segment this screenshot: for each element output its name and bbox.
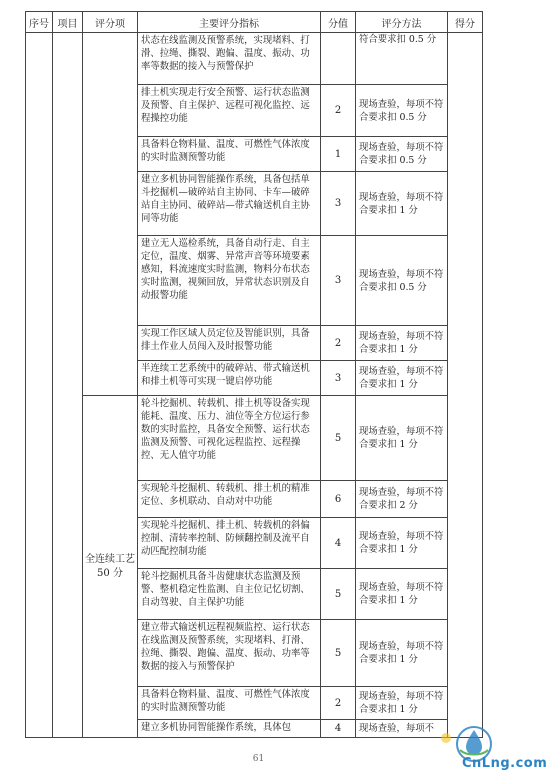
method-cell: 现场查验，每项不 xyxy=(356,720,448,738)
header-item: 项目 xyxy=(53,12,83,33)
table-header-row xyxy=(26,12,483,33)
indicator-cell: 建立带式输送机远程视频监控、运行状态在线监测及预警系统，实现堵料、打滑、拉绳、撕裂、跑偏、温度、振动、功率等数据的接入与预警保护 xyxy=(138,620,321,687)
indicator-cell: 状态在线监测及预警系统，实现堵料、打滑、拉绳、撕裂、跑偏、温度、振动、功率等数据的接入与预警保护 xyxy=(138,33,321,85)
method-cell: 现场查验，每项不符合要求扣 1 分 xyxy=(356,687,448,720)
header-indicator: 主要评分指标 xyxy=(138,12,321,33)
method-cell: 现场查验，每项不符合要求扣 1 分 xyxy=(356,326,448,361)
score-cell: 2 xyxy=(321,326,356,361)
indicator-cell: 建立多机协同智能操作系统，具体包 xyxy=(138,720,321,738)
score-cell: 1 xyxy=(321,137,356,172)
method-cell: 现场查验，每项不符合要求扣 0.5 分 xyxy=(356,137,448,172)
score-cell: 3 xyxy=(321,361,356,396)
method-cell: 现场查验，每项不符合要求扣 2 分 xyxy=(356,481,448,518)
indicator-cell: 排土机实现走行安全预警、运行状态监测及预警、自主保护、远程可视化监控、远程操控功能 xyxy=(138,85,321,137)
indicator-cell: 建立多机协同智能操作系统，具备包括单斗挖掘机—破碎站自主协同、卡车—破碎站自主协同、破碎站—带式输送机自主协同等功能 xyxy=(138,172,321,236)
method-cell: 现场查验，每项不符合要求扣 1 分 xyxy=(356,569,448,620)
semi-continuous-category-cell xyxy=(83,33,138,396)
scoring-table xyxy=(25,11,483,738)
score-cell: 5 xyxy=(321,569,356,620)
header-method: 评分方法 xyxy=(356,12,448,33)
score-cell: 5 xyxy=(321,620,356,687)
header-points: 得分 xyxy=(448,12,483,33)
indicator-cell: 实现工作区域人员定位及智能识别，具备排土作业人员闯入及时报警功能 xyxy=(138,326,321,361)
header-category: 评分项 xyxy=(83,12,138,33)
table-row xyxy=(26,396,483,481)
score-cell: 3 xyxy=(321,236,356,326)
indicator-cell: 具备料仓物料量、温度、可燃性气体浓度的实时监测预警功能 xyxy=(138,137,321,172)
points-cell xyxy=(448,33,483,738)
table-row xyxy=(26,33,483,85)
method-cell: 现场查验，每项不符合要求扣 1 分 xyxy=(356,620,448,687)
page-number: 61 xyxy=(252,754,265,764)
score-cell: 6 xyxy=(321,481,356,518)
score-cell: 2 xyxy=(321,85,356,137)
indicator-cell: 建立无人巡检系统，具备自动行走、自主定位，温度、烟雾、异常声音等环境要素感知，料流速度实时监测，物料分布状态实时监测，视频回放，异常状态识别及自动报警功能 xyxy=(138,236,321,326)
score-cell: 5 xyxy=(321,396,356,481)
header-score: 分值 xyxy=(321,12,356,33)
continuous-category-cell xyxy=(83,396,138,738)
score-cell: 3 xyxy=(321,172,356,236)
method-cell: 现场查验，每项不符合要求扣 1 分 xyxy=(356,172,448,236)
indicator-cell: 具备料仓物料量、温度、可燃性气体浓度的实时监测预警功能 xyxy=(138,687,321,720)
indicator-cell: 轮斗挖掘机具备斗齿健康状态监测及预警、整机稳定性监测、自主位记忆切割、自动驾驶、自主保护功能 xyxy=(138,569,321,620)
method-cell: 符合要求扣 0.5 分 xyxy=(356,33,448,85)
score-cell: 4 xyxy=(321,518,356,569)
continuous-category-label: 全连续工艺 50 分 xyxy=(85,553,135,579)
header-seq: 序号 xyxy=(26,12,53,33)
indicator-cell: 半连续工艺系统中的破碎站、带式输送机和排土机等可实现一键启停功能 xyxy=(138,361,321,396)
watermark-logo xyxy=(438,722,547,774)
method-cell: 现场查验，每项不符合要求扣 1 分 xyxy=(356,361,448,396)
indicator-cell: 实现轮斗挖掘机、排土机、转载机的斜偏控制、清转率控制、防倾翻控制及流平自动匹配控制功能 xyxy=(138,518,321,569)
method-cell: 现场查验，每项不符合要求扣 0.5 分 xyxy=(356,236,448,326)
score-cell: 2 xyxy=(321,687,356,720)
watermark-text: CnLng.com xyxy=(462,756,547,771)
item-cell xyxy=(53,33,83,738)
indicator-cell: 轮斗挖掘机、转载机、排土机等设备实现能耗、温度、压力、油位等全方位运行参数的实时监控，具备安全预警、运行状态监测及预警、可视化远程监控、远程操控、无人值守功能 xyxy=(138,396,321,481)
method-cell: 现场查验，每项不符合要求扣 1 分 xyxy=(356,518,448,569)
score-cell xyxy=(321,33,356,85)
score-cell: 4 xyxy=(321,720,356,738)
method-cell: 现场查验，每项不符合要求扣 0.5 分 xyxy=(356,85,448,137)
seq-cell xyxy=(26,33,53,738)
indicator-cell: 实现轮斗挖掘机、转载机、排土机的精准定位、多机联动、自动对中功能 xyxy=(138,481,321,518)
method-cell: 现场查验，每项不符合要求扣 1 分 xyxy=(356,396,448,481)
